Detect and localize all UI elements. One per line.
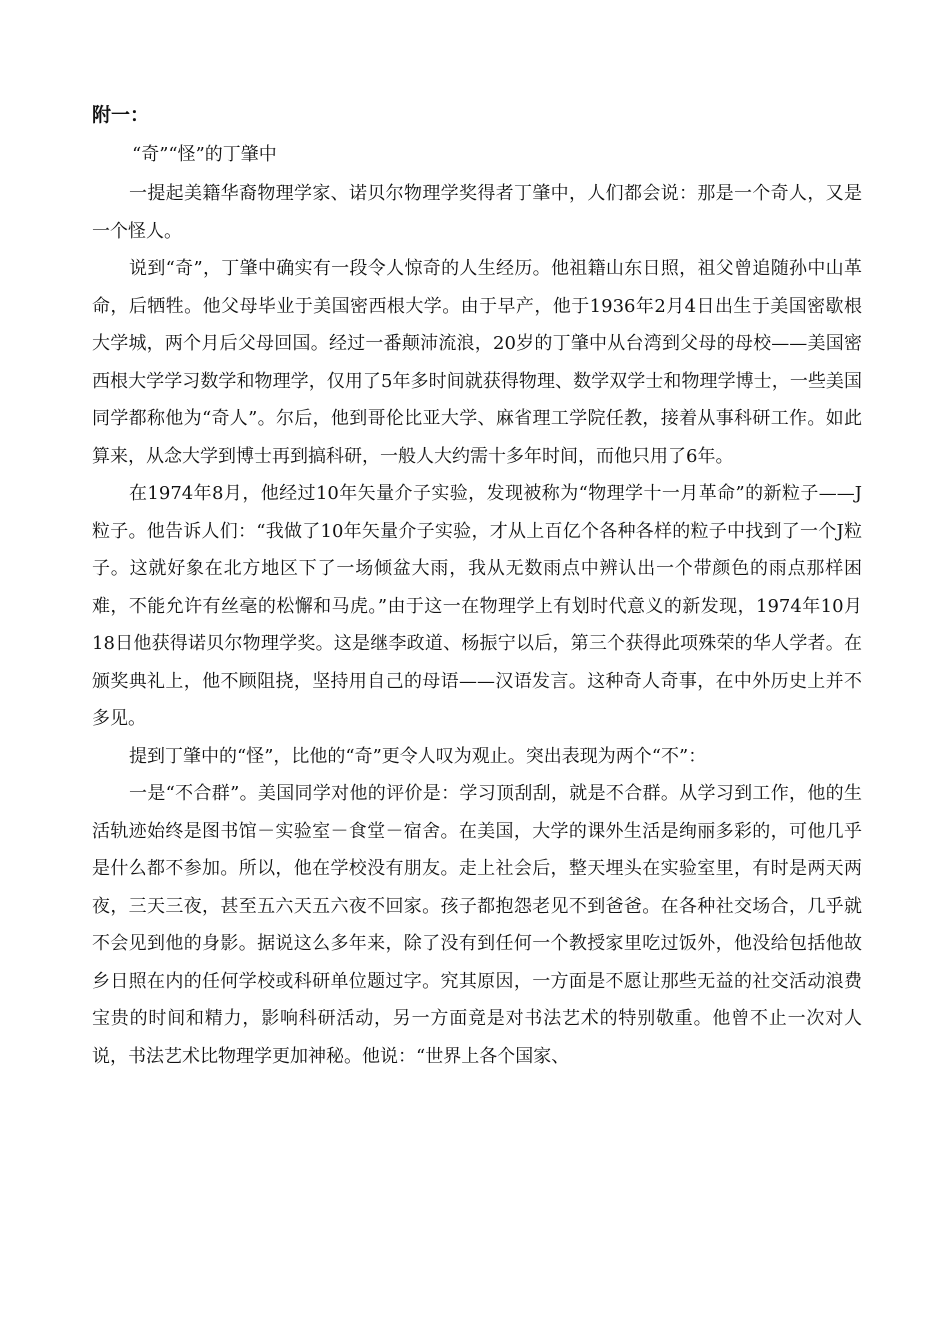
appendix-heading: 附一： bbox=[92, 104, 150, 126]
paragraph-j-particle: 在1974年8月，他经过10年矢量介子实验，发现被称为“物理学十一月革命”的新粒子——J粒子。他告诉人们：“我做了10年矢量介子实验，才从上百亿个各种各样的粒子中找到了一个J粒子。这就好象在北方地区下了一场倾盆大雨，我从无数雨点中辨认出一个带颜色的雨点那样困难，不能允许有丝毫的松懈和马虎。”由于这一在物理学上有划时代意义的新发现，1974年10月18日他获得诺贝尔物理学奖。这是继李政道、杨振宁以后，第三个获得此项殊荣的华人学者。在颁奖典礼上，他不顾阻挠，坚持用自己的母语——汉语发言。这种奇人奇事，在中外历史上并不多见。 bbox=[92, 483, 862, 729]
article-title: “奇”“怪”的丁肇中 bbox=[132, 144, 277, 165]
paragraph-qi: 说到“奇”，丁肇中确实有一段令人惊奇的人生经历。他祖籍山东日照，祖父曾追随孙中山革命，后牺牲。他父母毕业于美国密西根大学。由于早产，他于1936年2月4日出生于美国密歇根大学城，两个月后父母回国。经过一番颠沛流浪，20岁的丁肇中从台湾到父母的母校——美国密西根大学学习数学和物理学，仅用了5年多时间就获得物理、数学双学士和物理学博士，一些美国同学都称他为“奇人”。尔后，他到哥伦比亚大学、麻省理工学院任教，接着从事科研工作。如此算来，从念大学到博士再到搞科研，一般人大约需十多年时间，而他只用了6年。 bbox=[92, 258, 862, 467]
paragraph-guai: 提到丁肇中的“怪”，比他的“奇”更令人叹为观止。突出表现为两个“不”： bbox=[129, 745, 707, 767]
paragraph-buhequn: 一是“不合群”。美国同学对他的评价是：学习顶刮刮，就是不合群。从学习到工作，他的生活轨迹始终是图书馆－实验室－食堂－宿舍。在美国，大学的课外生活是绚丽多彩的，可他几乎是什么都不参加。所以，他在学校没有朋友。走上社会后，整天埋头在实验室里，有时是两天两夜，三天三夜，甚至五六天五六夜不回家。孩子都抱怨老见不到爸爸。在各种社交场合，几乎就不会见到他的身影。据说这么多年来，除了没有到任何一个教授家里吃过饭外，他没给包括他故乡日照在内的任何学校或科研单位题过字。究其原因，一方面是不愿让那些无益的社交活动浪费宝贵的时间和精力，影响科研活动，另一方面竟是对书法艺术的特别敬重。他曾不止一次对人说，书法艺术比物理学更加神秘。他说：“世界上各个国家、 bbox=[92, 783, 862, 1067]
paragraph-intro: 一提起美籍华裔物理学家、诺贝尔物理学奖得者丁肇中，人们都会说：那是一个奇人，又是一个怪人。 bbox=[92, 183, 862, 242]
document-page bbox=[92, 95, 862, 1075]
